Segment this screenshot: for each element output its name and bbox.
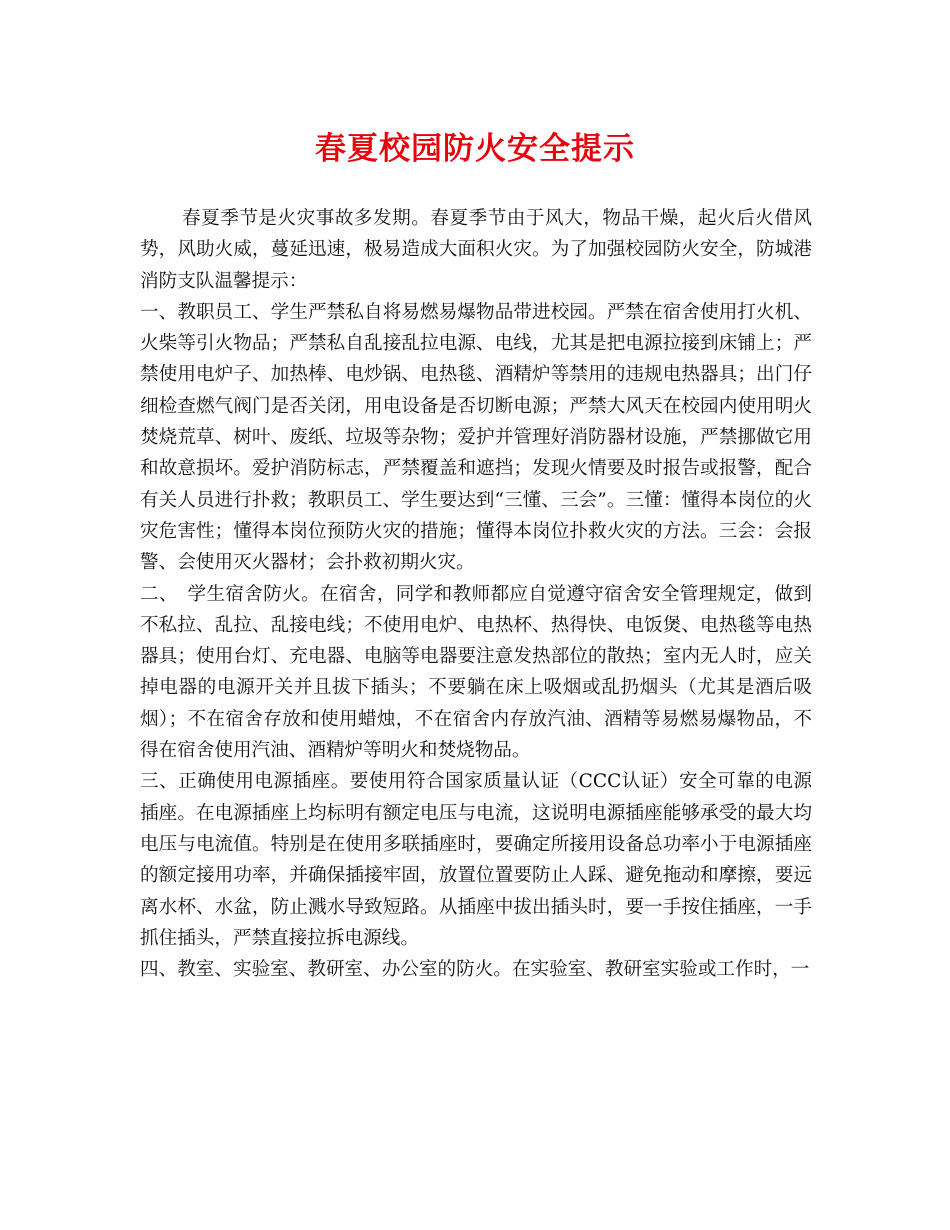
paragraph-section-2: 二、 学生宿舍防火。在宿舍，同学和教师都应自觉遵守宿舍安全管理规定，做到不私拉、乱拉、乱接电线；不使用电炉、电热杯、热得快、电饭煲、电热毯等电热器具；使用台灯、充电器、电脑等电器要注意发热部位的散热；室内无人时，应关掉电器的电源开关并且拔下插头；不要躺在床上吸烟或乱扔烟头（尤其是酒后吸烟）；不在宿舍存放和使用蜡烛，不在宿舍内存放汽油、酒精等易燃易爆物品，不得在宿舍使用汽油、酒精炉等明火和焚烧物品。 bbox=[140, 583, 812, 762]
paragraph-section-1: 一、教职员工、学生严禁私自将易燃易爆物品带进校园。严禁在宿舍使用打火机、火柴等引火物品；严禁私自乱接乱拉电源、电线，尤其是把电源拉接到床铺上；严禁使用电炉子、加热棒、电炒锅、电热毯、酒精炉等禁用的违规电热器具；出门仔细检查燃气阀门是否关闭，用电设备是否切断电源；严禁大风天在校园内使用明火焚烧荒草、树叶、废纸、垃圾等杂物；爱护并管理好消防器材设施，严禁挪做它用和故意损坏。爱护消防标志，严禁覆盖和遮挡；发现火情要及时报告或报警，配合有关人员进行扑救；教职员工、学生要达到“三懂、三会”。三懂：懂得本岗位的火灾危害性；懂得本岗位预防火灾的措施；懂得本岗位扑救火灾的方法。三会：会报警、会使用灭火器材；会扑救初期火灾。 bbox=[140, 301, 812, 574]
document-body bbox=[140, 203, 812, 985]
paragraph-intro: 春夏季节是火灾事故多发期。春夏季节由于风大，物品干燥，起火后火借风势，风助火威，蔓延迅速，极易造成大面积火灾。为了加强校园防火安全，防城港消防支队温馨提示： bbox=[140, 208, 812, 292]
document-title: 春夏校园防火安全提示 bbox=[315, 131, 635, 167]
paragraph-section-3: 三、正确使用电源插座。要使用符合国家质量认证（CCC认证）安全可靠的电源插座。在电源插座上均标明有额定电压与电流，这说明电源插座能够承受的最大均电压与电流值。特别是在使用多联插座时，要确定所接用设备总功率小于电源插座的额定接用功率，并确保插接牢固，放置位置要防止人踩、避免拖动和摩擦，要远离水杯、水盆，防止溅水导致短路。从插座中拔出插头时，要一手按住插座，一手抓住插头，严禁直接拉拆电源线。 bbox=[140, 771, 812, 949]
paragraph-section-4: 四、教室、实验室、教研室、办公室的防火。在实验室、教研室实验或工作时，一 bbox=[140, 959, 810, 981]
